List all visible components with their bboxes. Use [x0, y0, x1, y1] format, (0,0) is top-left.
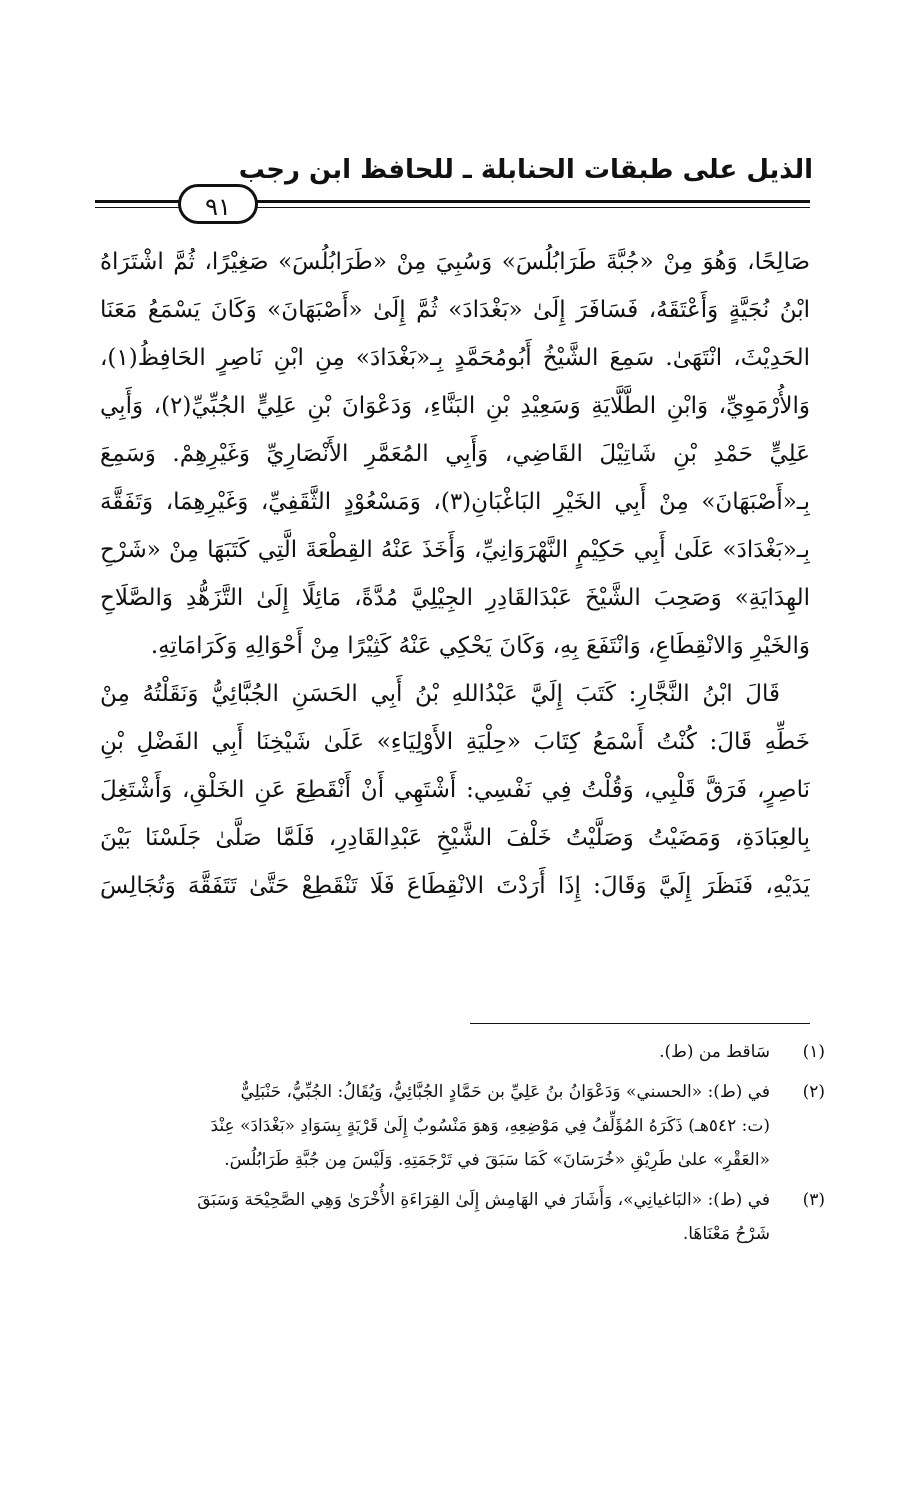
body-line: عَلِيٍّ حَمْدِ بْنِ شَاتِيْلَ القَاضِي، وَأَبِي المُعَمَّرِ الأَنْصَارِيِّ وَغَيْرِهِمْ. وَسَمِعَ — [100, 441, 810, 467]
footnote-line: شَرْحُ مَعْنَاهَا. — [682, 1224, 770, 1244]
body-text — [100, 238, 810, 910]
body-line: ابْنُ نُجَيَّةٍ وَأَعْتَقَهُ، فَسَافَرَ إِلَىٰ «بَغْدَادَ» ثُمَّ إِلَىٰ «أَصْبَهَانَ» وَكَانَ يَسْمَعُ مَعَنَا — [100, 297, 810, 323]
footnote-line: سَاقط من (ط). — [659, 1042, 770, 1062]
body-line: الهِدَايَةِ» وَصَحِبَ الشَّيْخَ عَبْدَالقَادِرِ الجِيْلِيَّ مُدَّةً، مَائِلًا إِلَىٰ التَّزَهُّدِ وَالصَّلَاحِ — [100, 585, 810, 611]
body-line: بِـ«أَصْبَهَانَ» مِنْ أَبِي الخَيْرِ البَاغْبَانِ(٣)، وَمَسْعُوْدٍ الثَّقَفِيِّ، وَغَيْرِهِمَا، وَتَفَقَّهَ — [100, 489, 810, 515]
body-line: بِـ«بَغْدَادَ» عَلَىٰ أَبِي حَكِيْمٍ النَّهْرَوَانِيِّ، وَأَخَذَ عَنْهُ القِطْعَةَ الَّتِي كَتَبَهَا مِنْ «شَرْحِ — [100, 537, 810, 563]
footnote — [100, 1183, 825, 1251]
footnote-line: في (ط): «البَاغيانِي»، وَأَشَارَ في الهَامِش إِلَىٰ القِرَاءَةِ الأُخْرَىٰ وَهِي الصَّحِيْحَة وَسَبَقَ — [197, 1190, 770, 1210]
footnote-line: (ت: ٥٤٢هـ) ذَكَرَهُ المُؤَلِّفُ فِي مَوْضِعِهِ، وَهوَ مَنْسُوبٌ إِلَىٰ قَرْيَةٍ بِسَوَادِ «بَغْدَادَ» عِنْدَ — [210, 1116, 770, 1136]
body-line: يَدَيْهِ، فَنَظَرَ إِلَيَّ وَقَالَ: إِذَا أَرَدْتَ الانْقِطَاعَ فَلَا تَنْقَطِعْ حَتَّىٰ تَتَفَقَّهَ وَتُجَالِسَ — [100, 873, 810, 899]
body-line: صَالِحًا، وَهُوَ مِنْ «جُبَّةَ طَرَابُلُسَ» وَسُبِيَ مِنْ «طَرَابُلُسَ» صَغِيْرًا، ثُمَّ اشْتَرَاهُ — [100, 249, 810, 275]
footnote-number: (١) — [802, 1042, 825, 1062]
footnotes — [100, 1035, 825, 1257]
footnote-line: «العَقْرِ» علىٰ طَرِيْقِ «خُرَسَانَ» كَمَا سَبَقَ في تَرْجَمَتِهِ. وَلَيْسَ مِن جُبَّةِ طَرَابُلُسَ. — [224, 1150, 770, 1170]
body-line: بِالعِبَادَةِ، وَمَضَيْتُ وَصَلَّيْتُ خَلْفَ الشَّيْخِ عَبْدِالقَادِرِ، فَلَمَّا صَلَّىٰ جَلَسْنَا بَيْنَ — [100, 825, 810, 851]
footnote-number: (٢) — [802, 1082, 825, 1102]
footnote-rule — [470, 1023, 810, 1024]
running-title: الذيل على طبقات الحنابلة ـ للحافظ ابن رجب — [238, 155, 813, 185]
body-line: خَطِّهِ قَالَ: كُنْتُ أَسْمَعُ كِتَابَ «حِلْيَةِ الأَوْلِيَاءِ» عَلَىٰ شَيْخِنَا أَبِي الفَضْلِ بْنِ — [100, 729, 810, 755]
body-line: وَالأُرْمَوِيِّ، وَابْنِ الطَّلَّايَةِ وَسَعِيْدِ بْنِ البَنَّاءِ، وَدَعْوَانَ بْنِ عَلِيٍّ الجُبِّيِّ(٢)، وَأَبِي — [100, 393, 810, 419]
body-line: نَاصِرٍ، فَرَقَّ قَلْبِي، وَقُلْتُ فِي نَفْسِي: أَشْتَهِي أَنْ أَنْقَطِعَ عَنِ الخَلْقِ، وَأَشْتَغِلَ — [100, 777, 810, 803]
footnote — [100, 1075, 825, 1177]
body-line: الحَدِيْثَ، انْتَهَىٰ. سَمِعَ الشَّيْخُ أَبُومُحَمَّدٍ بِـ«بَغْدَادَ» مِنِ ابْنِ نَاصِرٍ الحَافِظُ(١)، — [100, 345, 810, 371]
body-line: قَالَ ابْنُ النَّجَّارِ: كَتَبَ إِلَيَّ عَبْدُاللهِ بْنُ أَبِي الحَسَنِ الجُبَّائِيُّ وَنَقَلْتُهُ مِنْ — [100, 681, 780, 707]
body-line: وَالخَيْرِ وَالانْقِطَاعِ، وَانْتَفَعَ بِهِ، وَكَانَ يَحْكِي عَنْهُ كَثِيْرًا مِنْ أَحْوَالِهِ وَكَرَامَاتِهِ. — [150, 633, 810, 659]
footnote-number: (٣) — [802, 1190, 825, 1210]
footnote — [100, 1035, 825, 1069]
page-number: ٩١ — [178, 184, 258, 224]
footnote-line: في (ط): «الحسني» وَدَعْوَانُ بنُ عَلِيِّ بن حَمَّادٍ الجُبَّائِيُّ، وَيُقَالُ: الجُبِّيُّ، حَنْبَلِيٌّ — [240, 1082, 770, 1102]
